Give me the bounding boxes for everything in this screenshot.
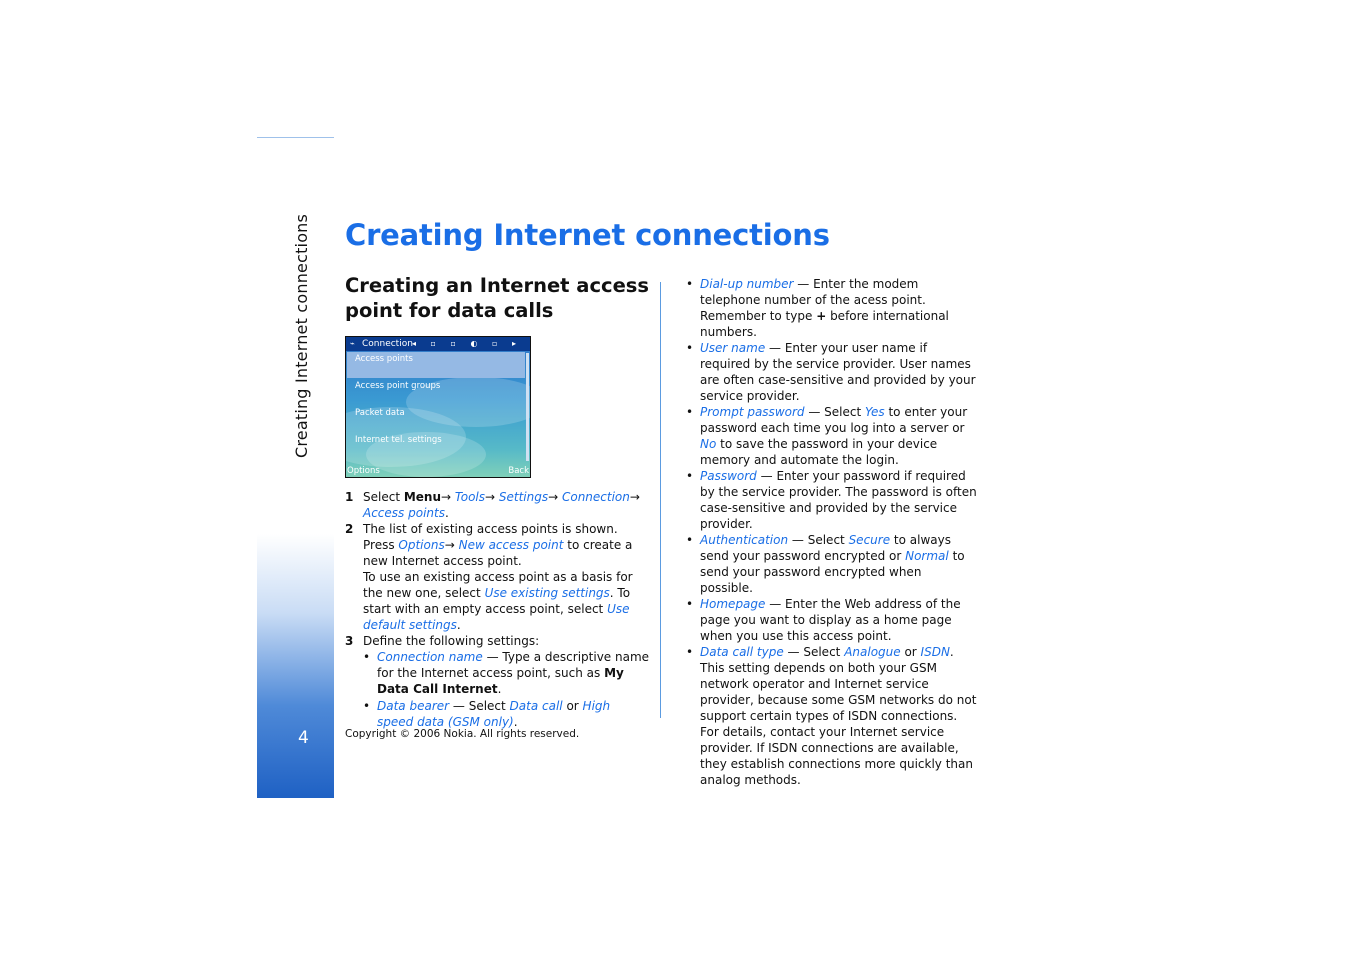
- phone-tab-icons: ◂ ▫ ▫ ◐ ▫ ▸: [412, 339, 522, 348]
- bullet-password: • Password — Enter your password if required by the service provider. The password is often case-sensitive and provided by the service provider.: [686, 469, 977, 531]
- phone-menu-item[interactable]: Access point groups: [355, 381, 441, 391]
- bullet-prompt-password: • Prompt password — Select Yes to enter your password each time you log into a server or No to save the password in your device memory and automate the login.: [686, 405, 968, 467]
- bullet-dialup-number: • Dial-up number — Enter the modem telephone number of the acess point. Remember to type + before international numbers.: [686, 277, 949, 339]
- page-number: 4: [298, 728, 309, 748]
- section-title: Creating an Internet access point for data calls: [345, 274, 650, 322]
- bullet-data-bearer: • Data bearer — Select Data call or High speed data (GSM only).: [363, 699, 611, 729]
- phone-app-icon: ⌁: [350, 339, 355, 348]
- column-divider: [660, 282, 661, 718]
- bullet-user-name: • User name — Enter your user name if required by the service provider. User names are often case-sensitive and provided by your service provider.: [686, 341, 976, 403]
- phone-menu-item[interactable]: Packet data: [355, 408, 405, 418]
- bullet-connection-name: • Connection name — Type a descriptive name for the Internet access point, such as My Data Call Internet.: [363, 650, 650, 696]
- phone-back-softkey[interactable]: Back: [508, 466, 529, 476]
- phone-screen-title: Connection: [362, 339, 413, 349]
- step-1: 1 Select Menu→ Tools→ Settings→ Connection→ Access points.: [345, 490, 640, 520]
- step-2: 2 The list of existing access points is shown. Press Options→ New access point to create a new Internet access point. To use an existing access point as a basis for the new one, select Use existing settings. To start with an empty access point, select Use default settings.: [345, 522, 633, 632]
- copyright-notice: Copyright © 2006 Nokia. All rights reserved.: [345, 728, 580, 740]
- phone-menu-item[interactable]: Access points: [355, 354, 413, 364]
- steps-list: [345, 489, 650, 730]
- bullet-authentication: • Authentication — Select Secure to always send your password encrypted or Normal to send your password encrypted when possible.: [686, 533, 965, 595]
- phone-screenshot: [345, 336, 531, 478]
- step-3: 3 Define the following settings:: [345, 634, 540, 648]
- bullet-homepage: • Homepage — Enter the Web address of the page you want to display as a home page when you use this access point.: [686, 597, 961, 643]
- phone-scrollbar: [526, 353, 529, 461]
- phone-status-bar: [346, 337, 530, 351]
- bullet-data-call-type: • Data call type — Select Analogue or ISDN. This setting depends on both your GSM network operator and Internet service provider, because some GSM networks do not support certain types of ISDN connections. For details, contact your Internet service provider. If ISDN connections are available, they establish connections more quickly than analog methods.: [686, 645, 977, 787]
- phone-menu-item[interactable]: Internet tel. settings: [355, 435, 442, 445]
- page-title: Creating Internet connections: [345, 218, 830, 252]
- phone-options-softkey[interactable]: Options: [347, 466, 380, 476]
- sidebar-chapter-title: Creating Internet connections: [292, 213, 311, 458]
- settings-list: [686, 276, 978, 788]
- menu-keyword: Menu: [403, 490, 442, 504]
